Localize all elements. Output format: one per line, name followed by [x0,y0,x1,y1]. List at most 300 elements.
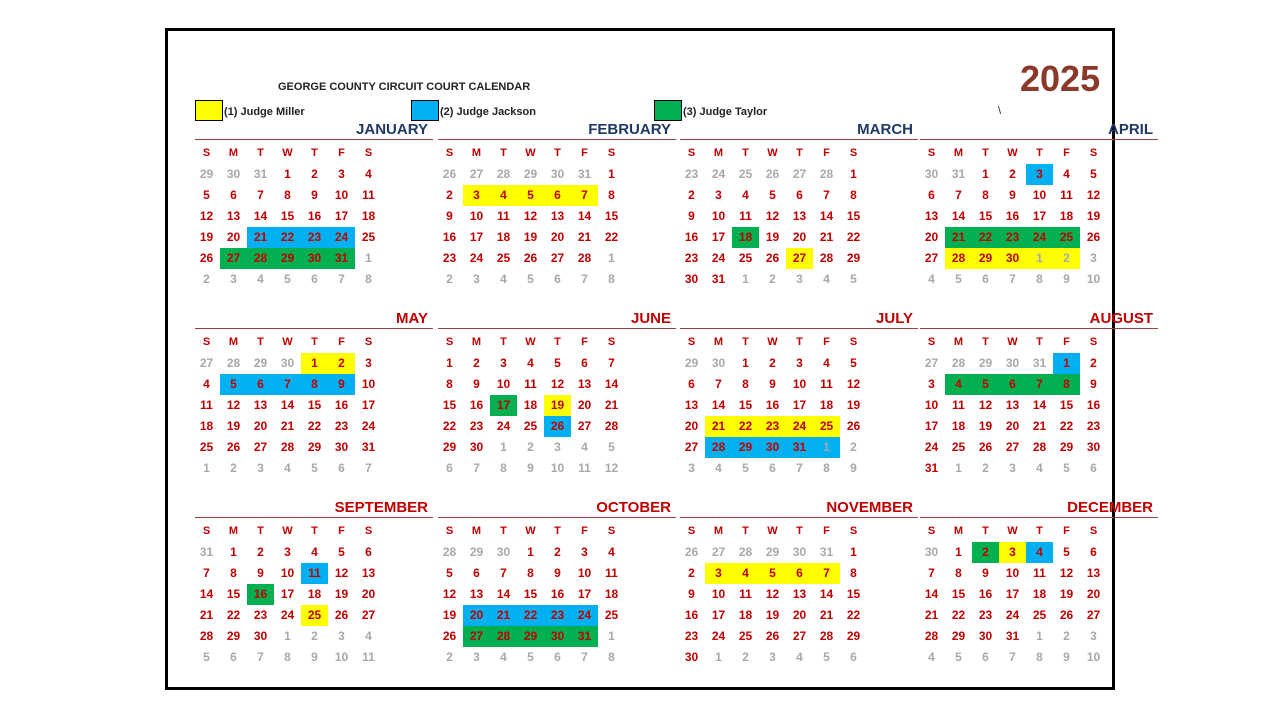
day-cell: 30 [684,272,699,286]
day-cell: 16 [469,398,484,412]
weekday-header: T [742,525,749,537]
day-cell: 21 [819,608,834,622]
day-cell: 3 [284,545,291,559]
weekday-header: T [742,336,749,348]
day-cell: 7 [500,566,507,580]
month-name: FEBRUARY [588,121,671,138]
day-cell: 8 [608,650,615,664]
day-cell: 6 [365,545,372,559]
day-cell: 4 [257,272,264,286]
day-cell: 20 [792,230,807,244]
day-cell: 21 [280,419,295,433]
day-cell: 25 [199,440,214,454]
day-cell: 8 [284,188,291,202]
day-cell: 16 [334,398,349,412]
day-cell: 12 [978,398,993,412]
day-cell: 2 [769,356,776,370]
weekday-header: S [927,525,936,537]
day-cell: 16 [307,209,322,223]
day-cell: 7 [581,272,588,286]
month-name: JANUARY [356,121,428,138]
month-divider [438,139,676,140]
weekday-header: T [554,147,561,159]
day-cell: 30 [924,167,939,181]
weekday-header: F [338,525,345,537]
day-cell-scheduled: 29 [972,248,999,269]
weekday-header: T [982,525,989,537]
day-cell: 9 [1063,272,1070,286]
day-cell: 15 [846,587,861,601]
day-cell: 9 [688,587,695,601]
day-cell: 14 [253,209,268,223]
weekday-header: S [1089,147,1098,159]
day-cell: 3 [338,167,345,181]
day-cell: 8 [527,566,534,580]
day-cell: 15 [226,587,241,601]
day-cell-scheduled: 28 [247,248,274,269]
weekday-header: T [311,336,318,348]
day-cell: 18 [1032,587,1047,601]
day-cell: 27 [924,251,939,265]
day-cell: 30 [226,167,241,181]
day-cell: 9 [688,209,695,223]
day-cell-scheduled: 26 [544,416,571,437]
day-cell: 3 [365,356,372,370]
day-cell: 1 [284,167,291,181]
day-cell: 6 [982,272,989,286]
day-cell: 26 [199,251,214,265]
day-cell: 20 [684,419,699,433]
day-cell: 30 [1086,440,1101,454]
day-cell: 8 [500,461,507,475]
day-cell: 20 [1086,587,1101,601]
day-cell: 27 [1005,440,1020,454]
day-cell: 22 [951,608,966,622]
day-cell: 29 [442,440,457,454]
day-cell: 8 [608,188,615,202]
weekday-header: M [471,336,482,348]
day-cell: 24 [361,419,376,433]
day-cell-scheduled: 5 [972,374,999,395]
day-cell: 4 [928,650,935,664]
day-cell: 15 [307,398,322,412]
day-cell: 25 [738,251,753,265]
day-cell: 5 [850,272,857,286]
day-cell: 3 [796,272,803,286]
day-cell: 17 [280,587,295,601]
day-cell: 29 [1059,440,1074,454]
weekday-header: T [796,525,803,537]
day-cell: 24 [711,251,726,265]
day-cell: 6 [928,188,935,202]
day-cell-scheduled: 9 [328,374,355,395]
day-cell: 29 [765,545,780,559]
day-cell: 10 [1005,566,1020,580]
weekday-header: S [202,147,211,159]
month-name: JUNE [630,310,671,327]
month-name: DECEMBER [1067,499,1153,516]
weekday-header: T [554,525,561,537]
legend-label: (1) Judge Miller [224,106,305,118]
day-cell: 1 [982,167,989,181]
day-cell: 20 [792,608,807,622]
day-cell: 2 [1063,629,1070,643]
day-cell: 8 [955,566,962,580]
day-cell: 8 [230,566,237,580]
day-cell: 31 [819,545,834,559]
day-cell: 16 [1005,209,1020,223]
day-cell: 7 [365,461,372,475]
day-cell-scheduled: 29 [517,626,544,647]
day-cell-scheduled: 3 [1026,164,1053,185]
day-cell: 2 [446,650,453,664]
day-cell: 23 [253,608,268,622]
day-cell: 3 [796,356,803,370]
weekday-header: S [927,336,936,348]
day-cell: 8 [742,377,749,391]
day-cell: 8 [284,650,291,664]
day-cell: 11 [1033,566,1046,580]
day-cell: 9 [257,566,264,580]
day-cell: 17 [792,398,807,412]
day-cell: 18 [819,398,834,412]
weekday-header: W [282,525,293,537]
day-cell-scheduled: 25 [1053,227,1080,248]
day-cell: 2 [257,545,264,559]
day-cell: 1 [608,167,615,181]
day-cell: 12 [765,209,780,223]
day-cell: 30 [334,440,349,454]
day-cell: 14 [496,587,511,601]
month-name: APRIL [1108,121,1153,138]
day-cell-scheduled: 25 [813,416,840,437]
weekday-header: S [202,336,211,348]
weekday-header: M [228,525,239,537]
day-cell-scheduled: 2 [972,542,999,563]
day-cell-scheduled: 31 [328,248,355,269]
day-cell: 31 [199,545,214,559]
day-cell: 27 [1086,608,1101,622]
day-cell-scheduled: 22 [732,416,759,437]
day-cell: 12 [442,587,457,601]
month-name: MAY [396,310,428,327]
day-cell: 12 [550,377,565,391]
month-december [918,499,1158,669]
day-cell-scheduled: 8 [301,374,328,395]
weekday-header: M [228,336,239,348]
month-divider [195,517,433,518]
weekday-header: M [953,525,964,537]
day-cell: 31 [1032,356,1047,370]
day-cell: 20 [253,419,268,433]
day-cell: 17 [469,230,484,244]
day-cell: 17 [577,587,592,601]
day-cell: 5 [742,461,749,475]
day-cell: 20 [226,230,241,244]
day-cell: 4 [203,377,210,391]
weekday-header: W [525,147,536,159]
day-cell: 21 [1032,419,1047,433]
weekday-header: S [849,147,858,159]
day-cell: 5 [338,545,345,559]
day-cell: 2 [769,272,776,286]
day-cell-scheduled: 5 [517,185,544,206]
year-label: 2025 [1020,58,1101,99]
day-cell: 19 [334,587,349,601]
day-cell: 10 [550,461,565,475]
day-cell: 6 [688,377,695,391]
day-cell-scheduled: 24 [328,227,355,248]
day-cell: 2 [554,545,561,559]
day-cell: 16 [765,398,780,412]
day-cell: 13 [550,209,565,223]
day-cell: 21 [199,608,214,622]
month-divider [920,139,1158,140]
day-cell: 3 [554,440,561,454]
day-cell: 22 [846,608,861,622]
legend-label: (2) Judge Jackson [440,106,536,118]
day-cell: 2 [203,272,210,286]
calendar-frame [165,28,1153,690]
day-cell-scheduled: 27 [220,248,247,269]
day-cell: 17 [1032,209,1047,223]
day-cell: 13 [924,209,939,223]
weekday-header: F [1063,525,1070,537]
day-cell: 5 [203,188,210,202]
day-cell: 10 [792,377,807,391]
day-cell: 1 [850,545,857,559]
day-cell: 20 [924,230,939,244]
day-cell: 3 [1009,461,1016,475]
day-cell: 5 [554,356,561,370]
weekday-header: S [364,336,373,348]
day-cell: 30 [1005,356,1020,370]
weekday-header: S [1089,336,1098,348]
day-cell: 14 [819,209,834,223]
day-cell: 15 [604,209,619,223]
day-cell: 5 [527,272,534,286]
day-cell: 28 [738,545,753,559]
day-cell-scheduled: 6 [786,563,813,584]
day-cell: 23 [442,251,457,265]
day-cell: 15 [523,587,538,601]
day-cell: 31 [253,167,268,181]
day-cell: 7 [823,188,830,202]
day-cell: 21 [924,608,939,622]
day-cell-scheduled: 7 [571,185,598,206]
day-cell: 11 [605,566,618,580]
day-cell: 10 [1086,272,1101,286]
day-cell: 25 [1032,608,1047,622]
day-cell: 30 [684,650,699,664]
day-cell: 30 [978,629,993,643]
day-cell: 1 [608,251,615,265]
day-cell: 7 [581,650,588,664]
day-cell-scheduled: 2 [328,353,355,374]
day-cell: 11 [739,587,752,601]
day-cell-scheduled: 20 [463,605,490,626]
day-cell: 28 [226,356,241,370]
month-divider [438,328,676,329]
day-cell: 27 [924,356,939,370]
day-cell: 26 [523,251,538,265]
day-cell: 4 [796,650,803,664]
day-cell: 25 [496,251,511,265]
day-cell: 28 [819,167,834,181]
day-cell: 2 [446,188,453,202]
day-cell: 6 [311,272,318,286]
day-cell: 1 [1036,629,1043,643]
day-cell: 29 [523,167,538,181]
day-cell: 23 [684,251,699,265]
weekday-header: S [445,336,454,348]
day-cell: 30 [496,545,511,559]
day-cell-scheduled: 1 [813,437,840,458]
day-cell: 6 [446,461,453,475]
day-cell: 9 [311,650,318,664]
day-cell: 5 [955,272,962,286]
day-cell: 30 [469,440,484,454]
weekday-header: W [525,336,536,348]
day-cell: 4 [1036,461,1043,475]
day-cell-scheduled: 7 [813,563,840,584]
day-cell: 13 [684,398,699,412]
day-cell: 12 [765,587,780,601]
weekday-header: T [982,147,989,159]
day-cell: 9 [527,461,534,475]
day-cell: 28 [1032,440,1047,454]
day-cell: 1 [500,440,507,454]
day-cell: 28 [577,251,592,265]
month-april [918,121,1158,291]
day-cell: 1 [203,461,210,475]
day-cell-scheduled: 21 [490,605,517,626]
day-cell: 11 [1060,188,1073,202]
day-cell: 30 [711,356,726,370]
day-cell: 20 [550,230,565,244]
day-cell: 14 [951,209,966,223]
day-cell: 7 [796,461,803,475]
weekday-header: F [581,525,588,537]
day-cell: 26 [1086,230,1101,244]
day-cell-scheduled: 25 [301,605,328,626]
day-cell: 6 [796,188,803,202]
weekday-header: F [1063,336,1070,348]
weekday-header: S [445,525,454,537]
weekday-header: W [1007,525,1018,537]
day-cell: 1 [446,356,453,370]
day-cell-scheduled: 30 [759,437,786,458]
weekday-header: S [687,147,696,159]
day-cell: 6 [982,650,989,664]
day-cell: 29 [307,440,322,454]
day-cell: 11 [820,377,833,391]
month-name: JULY [876,310,913,327]
day-cell: 29 [253,356,268,370]
day-cell: 27 [577,419,592,433]
day-cell-scheduled: 23 [759,416,786,437]
day-cell: 19 [765,608,780,622]
day-cell: 7 [473,461,480,475]
day-cell: 4 [365,167,372,181]
weekday-header: M [713,525,724,537]
day-cell: 27 [550,251,565,265]
day-cell: 26 [765,251,780,265]
day-cell: 11 [524,377,537,391]
day-cell: 28 [199,629,214,643]
day-cell: 2 [311,167,318,181]
day-cell: 18 [307,587,322,601]
day-cell: 6 [581,356,588,370]
day-cell: 30 [280,356,295,370]
day-cell: 13 [361,566,376,580]
day-cell: 15 [846,209,861,223]
day-cell: 3 [1090,629,1097,643]
day-cell: 9 [1090,377,1097,391]
day-cell-scheduled: 4 [490,185,517,206]
day-cell: 7 [1009,272,1016,286]
day-cell: 5 [823,650,830,664]
day-cell-scheduled: 22 [972,227,999,248]
weekday-header: T [1036,525,1043,537]
weekday-header: F [1063,147,1070,159]
day-cell-scheduled: 18 [732,227,759,248]
day-cell: 1 [850,167,857,181]
day-cell: 31 [1005,629,1020,643]
day-cell: 8 [365,272,372,286]
day-cell: 13 [792,209,807,223]
day-cell: 9 [769,377,776,391]
day-cell: 10 [334,650,349,664]
day-cell: 18 [523,398,538,412]
day-cell: 24 [1005,608,1020,622]
day-cell-scheduled: 5 [759,563,786,584]
weekday-header: W [282,147,293,159]
day-cell: 27 [711,545,726,559]
weekday-header: T [1036,147,1043,159]
day-cell: 8 [982,188,989,202]
day-cell: 10 [280,566,295,580]
day-cell: 22 [442,419,457,433]
day-cell: 13 [253,398,268,412]
month-name: NOVEMBER [826,499,913,516]
month-divider [680,328,918,329]
day-cell: 25 [738,629,753,643]
month-divider [680,139,918,140]
day-cell: 15 [978,209,993,223]
weekday-header: S [445,147,454,159]
day-cell: 4 [311,545,318,559]
day-cell: 8 [608,272,615,286]
day-cell: 7 [203,566,210,580]
day-cell: 18 [361,209,376,223]
day-cell: 30 [792,545,807,559]
day-cell: 24 [280,608,295,622]
day-cell: 6 [1090,461,1097,475]
weekday-header: M [713,336,724,348]
day-cell: 14 [711,398,726,412]
day-cell-scheduled: 2 [1053,248,1080,269]
day-cell: 7 [257,650,264,664]
day-cell: 9 [554,566,561,580]
day-cell: 3 [688,461,695,475]
day-cell: 13 [577,377,592,391]
day-cell-scheduled: 31 [786,437,813,458]
day-cell: 5 [1090,167,1097,181]
day-cell: 7 [1009,650,1016,664]
weekday-header: T [982,336,989,348]
day-cell: 6 [338,461,345,475]
